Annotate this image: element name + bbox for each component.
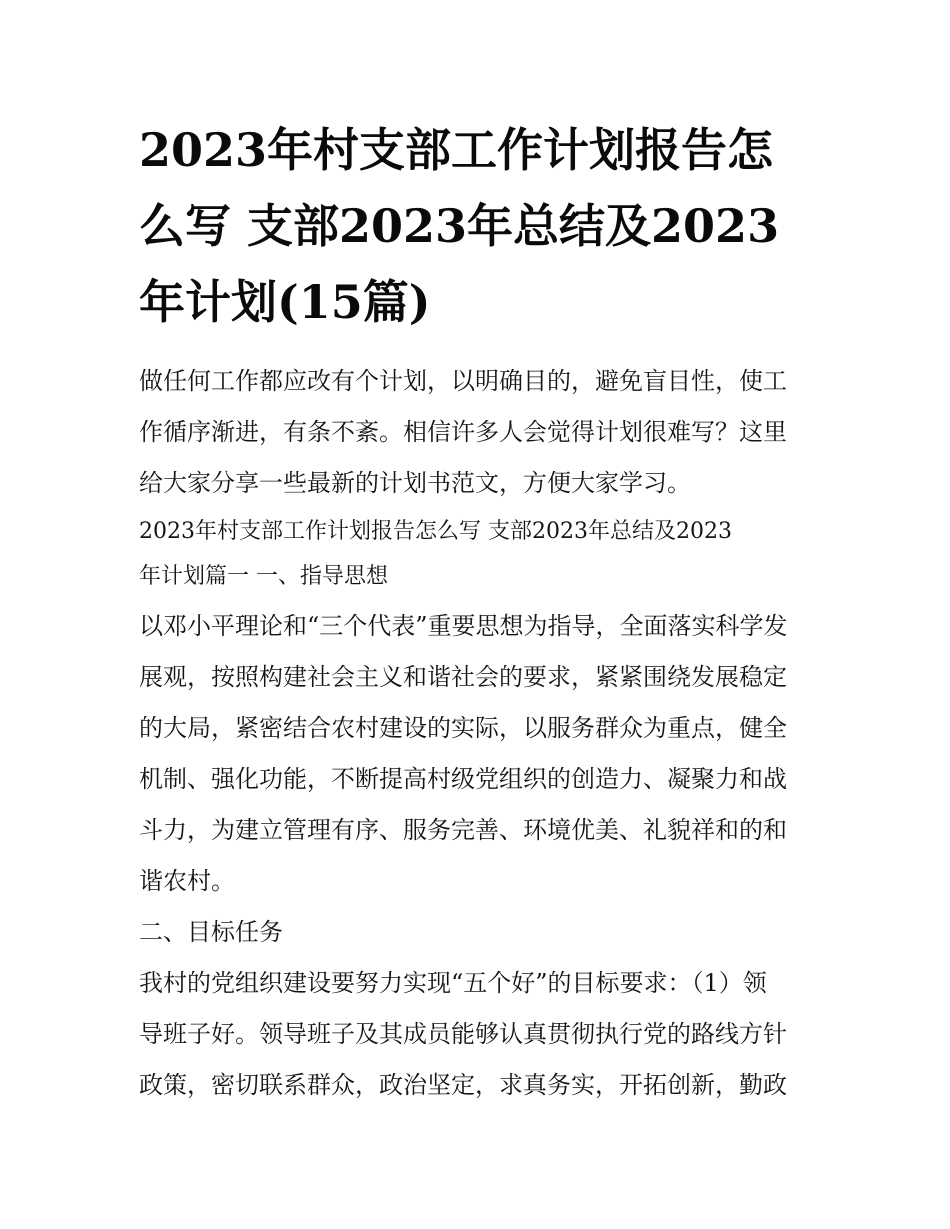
text-line: 年计划篇一 一、指导思想: [139, 564, 388, 589]
text-line: 以邓小平理论和“三个代表”重要思想为指导，全面落实科学发: [139, 612, 788, 640]
subtitle-paragraph: [139, 509, 819, 599]
text-line: 导班子好。领导班子及其成员能够认真贯彻执行党的路线方针: [139, 1020, 787, 1048]
text-line: 作循序渐进，有条不紊。相信许多人会觉得计划很难写？这里: [139, 418, 787, 446]
section2-heading: 二、目标任务: [139, 918, 283, 946]
title-line: 年计划(15篇): [139, 275, 431, 329]
text-line: 政策，密切联系群众，政治坚定，求真务实，开拓创新，勤政: [139, 1071, 787, 1099]
text-line: 展观，按照构建社会主义和谐社会的要求，紧紧围绕发展稳定: [139, 663, 787, 691]
text-line: 谐农村。: [139, 867, 235, 895]
document-title: [139, 112, 819, 340]
text-line: 的大局，紧密结合农村建设的实际，以服务群众为重点，健全: [139, 714, 787, 742]
section-heading: [139, 907, 819, 958]
title-line: 2023年村支部工作计划报告怎: [139, 123, 774, 177]
text-line: 2023年村支部工作计划报告怎么写 支部2023年总结及2023: [139, 519, 732, 544]
title-line: 么写 支部2023年总结及2023: [139, 199, 780, 253]
target-tasks-paragraph: [139, 958, 819, 1111]
text-line: 机制、强化功能，不断提高村级党组织的创造力、凝聚力和战: [139, 765, 787, 793]
text-line: 我村的党组织建设要努力实现“五个好”的目标要求：（1）领: [139, 969, 767, 997]
text-line: 做任何工作都应改有个计划，以明确目的，避免盲目性，使工: [139, 367, 787, 395]
intro-paragraph: [139, 356, 819, 509]
text-line: 给大家分享一些最新的计划书范文，方便大家学习。: [139, 469, 691, 497]
guiding-ideology-paragraph: [139, 601, 819, 907]
document-page: [139, 112, 819, 1111]
text-line: 斗力，为建立管理有序、服务完善、环境优美、礼貌祥和的和: [139, 816, 787, 844]
